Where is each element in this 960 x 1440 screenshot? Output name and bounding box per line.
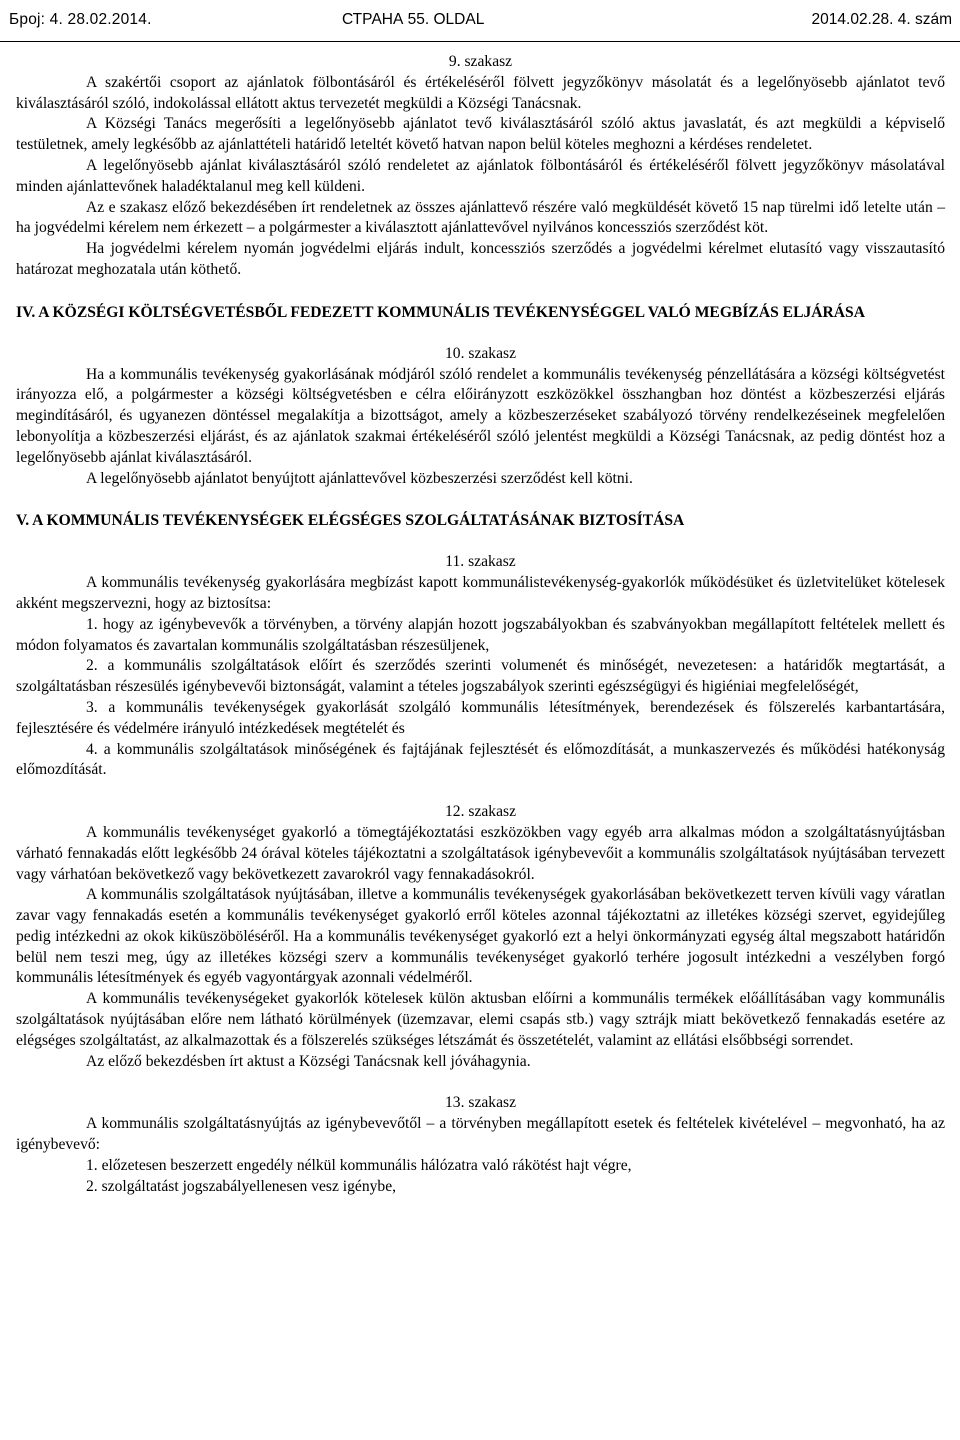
section-9-title: 9. szakasz	[448, 53, 513, 70]
page-header	[0, 0, 960, 42]
section-10-paragraph: Ha a kommunális tevékenység gyakorlásának módjáról szóló rendelet a kommunális tevékenység pénzellátására a községi költségvetést irányozza elő, a polgármester a községi költségvetésben e célra előirányzott eszközökkel összhangban hoz döntést a közbeszerzési eljárás megindításáról, és ugyanezen döntéssel megalakítja a bizottságot, amely a közbeszerzéseket szabályozó törvény rendelkezéseinek megfelelően lebonyolítja a közbeszerzési eljárást, és az ajánlatok szakmai értékeléséről szóló jelentést megküldi a Községi Tanácsnak, az pedig döntést hoz a legelőnyösebb ajánlat kiválasztásáról.	[16, 365, 945, 466]
section-9-paragraph: Ha jogvédelmi kérelem nyomán jogvédelmi eljárás indult, koncessziós szerződés a jogvédelmi kérelmet elutasító vagy visszautasító határozat meghozatala után köthető.	[16, 240, 945, 278]
spacer	[16, 281, 945, 302]
section-9-paragraph: A szakértői csoport az ajánlatok fölbontásáról és értékeléséről fölvett jegyzőkönyv másolatát és a legelőnyösebb ajánlatot tevő kiválasztásáról szóló, indokolással ellátott aktus tervezetét megküldi a Községi Tanácsnak.	[16, 73, 945, 112]
header-issue-right: 2014.02.28. 4. szám	[811, 11, 952, 28]
section-12-title: 12. szakasz	[444, 803, 516, 821]
header-page-number: СТРАНА 55. OLDAL	[342, 11, 485, 28]
section-10-paragraph: A legelőnyösebb ajánlatot benyújtott ajánlattevővel közbeszerzési szerződést kell kötni.	[86, 469, 633, 487]
section-11-list-item: 1. hogy az igénybevevők a törvényben, a törvény alapján hozott jogszabályokban és szabványokban megállapított feltételek mellett és módon folyamatos és zavartalan kommunális szolgáltatásban részesüljenek,	[16, 615, 945, 654]
section-11-list-item: 2. a kommunális szolgáltatások előírt és szerződés szerinti volumenét és minőségét, nevezetesen: a határidők megtartását, a szolgáltatásban részesülés igénybevevői biztonságát, valamint a tételes jogszabályok szerinti egészségügyi és higiéniai megfelelőségét,	[16, 657, 945, 696]
section-12-paragraph: A kommunális tevékenységeket gyakorlók kötelesek külön aktusban előírni a kommunális termékek előállításában vagy kommunális szolgáltatások nyújtásában előre nem látható körülmények (üzemzavar, elemi csapás stb.) vagy sztrájk miatt bekövetkező fennakadás esetére az elégséges szolgáltatást, az alkalmazottak és a fölszerelés szükséges létszámát és összetételét, valamint az ellátási elsőbbségi sorrendet.	[16, 990, 945, 1049]
section-9-paragraph: A Községi Tanács megerősíti a legelőnyösebb ajánlatot tevő kiválasztásáról szóló aktus javaslatát, és azt megküldi a képviselő testületnek, amely legkésőbb az ajánlattételi határidő leteltét követő hatvan napon belül köteles meghozni a kérdéses rendeletet.	[16, 115, 945, 154]
spacer	[16, 531, 945, 552]
section-13-list-item: 1. előzetesen beszerzett engedély nélkül kommunális hálózatra való rákötést hajt végre,	[86, 1156, 632, 1174]
spacer	[16, 1072, 945, 1093]
section-12-paragraph: A kommunális szolgáltatások nyújtásában, illetve a kommunális tevékenységek gyakorlásában bekövetkezett terven kívüli vagy váratlan zavar vagy fennakadás esetén a kommunális tevékenységet gyakorló erről köteles azonnal tájékoztatni az illetékes községi szervet, egyidejűleg pedig intézkedni az okok kiküszöböléséről. Ha a kommunális tevékenységet gyakorló ezt a helyi önkormányzati egység által megszabott határidőn belül nem teszi meg, úgy az illetékes községi szerv a kommunális tevékenységet gyakorló terhére jogosult intézkedni a veszélyben forgó kommunális létesítmények és egyéb vagyontárgyak azonnali védelméről.	[16, 886, 945, 987]
document-body	[16, 52, 945, 1197]
section-9-paragraph: A legelőnyösebb ajánlat kiválasztásáról szóló rendeletet az ajánlatok fölbontásáról és értékeléséről fölvett jegyzőkönyv másolatával minden ajánlattevőnek haladéktalanul meg kell küldeni.	[16, 156, 945, 195]
section-13-list-item: 2. szolgáltatást jogszabályellenesen vesz igénybe,	[86, 1177, 397, 1195]
spacer	[16, 489, 945, 510]
chapter-5-heading: V. A KOMMUNÁLIS TEVÉKENYSÉGEK ELÉGSÉGES SZOLGÁLTATÁSÁNAK BIZTOSÍTÁSA	[16, 512, 685, 530]
header-issue-left: Број: 4. 28.02.2014.	[9, 11, 152, 28]
spacer	[16, 781, 945, 802]
section-11-list-item: 4. a kommunális szolgáltatások minőségének és fajtájának fejlesztését és előmozdítását, a munkaszervezés és működési hatékonyság előmozdítását.	[16, 740, 945, 779]
section-12-paragraph: Az előző bekezdésben írt aktust a Községi Tanácsnak kell jóváhagynia.	[86, 1052, 531, 1070]
section-13-title: 13. szakasz	[444, 1094, 516, 1112]
section-9-paragraph: Az e szakasz előző bekezdésében írt rendeletnek az összes ajánlattevő részére való megküldését követő 15 nap türelmi idő letelte után – ha jogvédelmi kérelem nem érkezett – a polgármester a kiválasztott ajánlattevővel nyilvános koncessziós szerződést köt.	[16, 198, 945, 237]
section-11-list-item: 3. a kommunális tevékenységek gyakorlását szolgáló kommunális létesítmények, berendezések és fölszerelés karbantartására, fejlesztésére és védelmére irányuló intézkedések megtételét és	[16, 698, 945, 737]
section-12-paragraph: A kommunális tevékenységet gyakorló a tömegtájékoztatási eszközökben vagy egyéb arra alkalmas módon a szolgáltatásnyújtásban várható fennakadás előtt legkésőbb 24 órával köteles tájékoztatni a szolgáltatások igénybevevőit a kommunális szolgáltatások nyújtásában tervezett vagy várhatóan bekövetkező vagy bekövetkezett zavarokról vagy fennakadásokról.	[16, 823, 945, 883]
section-13-paragraph: A kommunális szolgáltatásnyújtás az igénybevevőtől – a törvényben megállapított esetek és feltételek kivételével – megvonható, ha az igénybevevő:	[16, 1115, 945, 1154]
spacer	[16, 323, 945, 344]
section-10-title: 10. szakasz	[444, 344, 516, 362]
chapter-4-heading: IV. A KÖZSÉGI KÖLTSÉGVETÉSBŐL FEDEZETT KOMMUNÁLIS TEVÉKENYSÉGGEL VALÓ MEGBÍZÁS ELJÁRÁSA	[16, 303, 865, 321]
section-11-title: 11. szakasz	[445, 553, 516, 571]
section-11-paragraph: A kommunális tevékenység gyakorlására megbízást kapott kommunálistevékenység-gyakorlók működésüket és üzletvitelüket kötelesek akként megszervezni, hogy az biztosítsa:	[16, 574, 945, 612]
